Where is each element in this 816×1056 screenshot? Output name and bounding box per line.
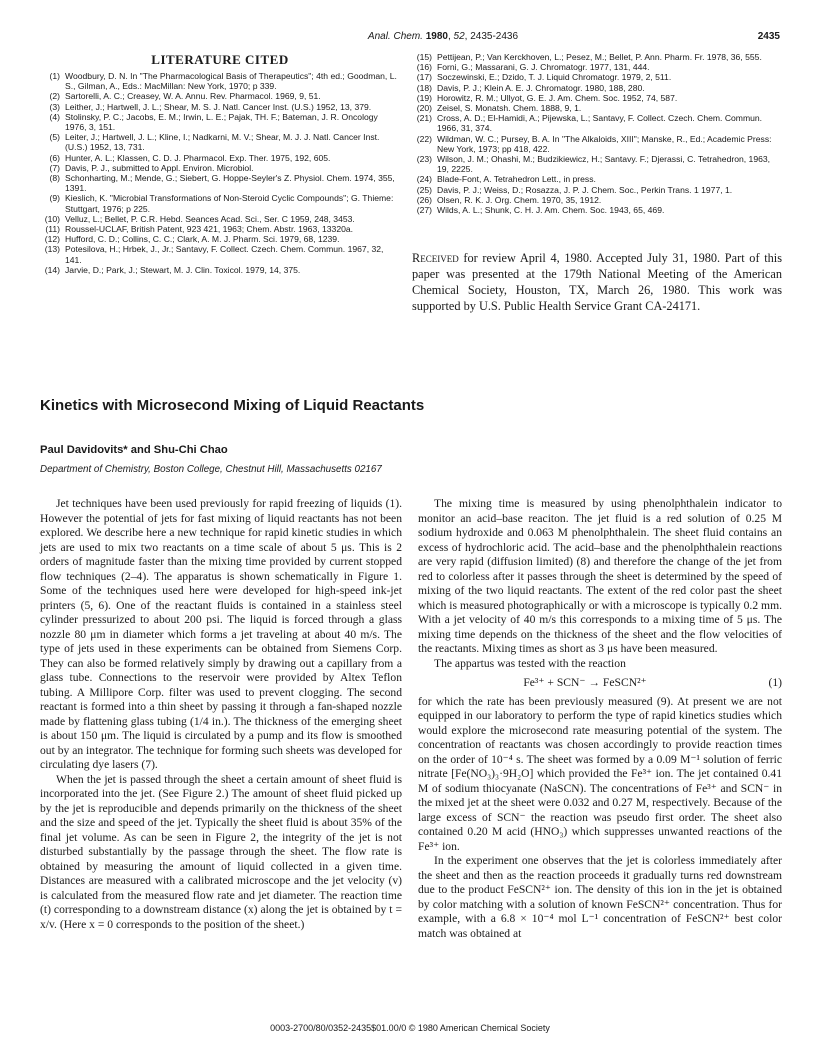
running-head: Anal. Chem. 1980, 52, 2435-2436 <box>367 31 519 42</box>
reference-number: (5) <box>49 132 60 143</box>
reference-text: Davis, P. J.; Weiss, D.; Rosazza, J. P. J. Chem. Soc., Perkin Trans. 1 1977, 1. <box>437 184 733 195</box>
reference-number: (20) <box>416 103 432 114</box>
reference-number: (10) <box>44 213 60 224</box>
reference-number: (2) <box>49 91 60 102</box>
reference-item <box>40 265 398 275</box>
article-title: Kinetics with Microsecond Mixing of Liquid Reactants <box>40 397 425 414</box>
reference-number: (1) <box>49 71 60 81</box>
reference-item <box>40 112 398 132</box>
reference-text: Hunter, A. L.; Klassen, C. D. J. Pharmacol. Exp. Ther. 1975, 192, 605. <box>65 152 331 163</box>
journal-pages: 2435-2436 <box>470 31 519 42</box>
reference-item <box>40 234 398 244</box>
reference-number: (22) <box>416 133 432 144</box>
reference-number: (14) <box>44 264 60 275</box>
reference-text: Velluz, L.; Bellet, P. C.R. Hebd. Seances Acad. Sci., Ser. C 1959, 248, 3453. <box>65 213 355 224</box>
reference-item <box>412 154 782 174</box>
equation-block <box>418 676 782 691</box>
reference-number: (24) <box>416 174 432 185</box>
reference-item <box>412 72 782 82</box>
body-paragraph: When the jet is passed through the sheet a certain amount of sheet fluid is incorporated into the jet. (See Figure 2.) The amount of sheet fluid picked up by the jet is reproducible and depends primarily on the thickness of the sheet and the size and speed of the jet. Typically the sheet fluid is about 35% of the final jet volume. As can be seen in Figure 2, the integrity of the jet is not disturbed substantially by the passage through the sheet. The flow rate is obtained by measuring the amount of liquid collected in a given time. Distances are measured with a calibrated microscope and the jet velocity (v) is calculated from the measured flow rate and jet diameter. The reaction time (t) corresponding to a downstream distance (x) along the jet is obtained by t = x/v. (Here x = 0 corresponds to the position of the sheet.) <box>40 772 402 931</box>
journal-year: 1980 <box>425 31 448 42</box>
reference-item <box>412 205 782 215</box>
reference-number: (27) <box>416 205 432 216</box>
reference-text: Jarvie, D.; Park, J.; Stewart, M. J. Clin. Toxicol. 1979, 14, 375. <box>65 264 301 275</box>
reference-item <box>412 185 782 195</box>
article-affiliation: Department of Chemistry, Boston College, Chestnut Hill, Massachusetts 02167 <box>40 464 382 475</box>
reference-number: (13) <box>44 244 60 255</box>
received-note <box>412 250 782 314</box>
reference-text: Zeisel, S. Monatsh. Chem. 1888, 9, 1. <box>437 103 582 114</box>
equation-number: (1) <box>768 676 782 689</box>
body-paragraph: The mixing time is measured by using phenolphthalein indicator to monitor an acid–base reaciton. The jet fluid is a red solution of 0.25 M sodium hydroxide and 0.063 M phenolphthalein. The sheet fluid contains an excess of hydrochloric acid. The acid–base and the phenolphthalein reactions are very rapid (diffusion limited) (8) and therefore the change of the jet from red to colorless after it passes through the sheet is determined by the speed of mixing of the two liquid reactants. The extent of the red color past the sheet which is measured photographically or with a microscope is typically 0.2 mm. With a jet velocity of 40 m/s this corresponds to a mixing time of 5 μs. The mixing time depends on the thickness of the sheet and the flow velocities of the reactants. Mixing times as short as 3 μs have been measured. <box>418 497 782 655</box>
body-paragraph: for which the rate has been previously measured (9). At present we are not equipped in our laboratory to perform the type of rapid kinetics studies which would explore the microsecond rate measuring potential of the system. The concentration of reactants was chosen accordingly to provide reaction times on the order of 10⁻⁴ s. The sheet was formed by a 0.09 M⁻¹ solution of ferric nitrate [Fe(NO₃)₃·9H₂O] which provided the Fe³⁺ ion. The jet contained 0.41 M of sodium thiocyanate (NaSCN). The concentrations of Fe³⁺ and SCN⁻ in the mixed jet at the sheet were 0.032 and 0.27 M, respectively. Because of the large excess of SCN⁻ the reaction was pseudo first order. The sheet also contained 0.20 M acid (HNO₃) which suppresses unwanted reactions of the Fe³⁺ ion. <box>418 694 782 853</box>
reference-number: (25) <box>416 184 432 195</box>
reference-item <box>412 113 782 133</box>
reference-item <box>412 134 782 154</box>
reference-number: (12) <box>44 234 60 245</box>
reference-number: (18) <box>416 82 432 93</box>
reference-number: (16) <box>416 62 432 73</box>
reference-text: Leither, J.; Hartwell, J. L.; Shear, M. S. J. Natl. Cancer Inst. (U.S.) 1952, 13, 379. <box>65 101 372 112</box>
reference-text: Schonharting, M.; Mende, G.; Siebert, G. Hoppe-Seyler's Z. Physiol. Chem. 1974, 355, 1391. <box>65 173 395 194</box>
reference-item <box>412 52 782 62</box>
reference-text: Stolinsky, P. C.; Jacobs, E. M.; Irwin, L. E.; Pajak, TH. F.; Bateman, J. R. Oncology 1976, 3, 151. <box>65 111 378 133</box>
reference-item <box>412 62 782 72</box>
reference-item <box>412 103 782 113</box>
reference-item <box>40 71 398 91</box>
reference-text: Wilds, A. L.; Shunk, C. H. J. Am. Chem. Soc. 1943, 65, 469. <box>437 205 665 216</box>
reference-text: Woodbury, D. N. In "The Pharmacological Basis of Therapeutics"; 4th ed.; Goodman, L. S., Gilman, A., Eds.: MacMillan: New York, 1970; p 339. <box>65 71 397 92</box>
reference-number: (15) <box>416 52 432 62</box>
reference-text: Wildman, W. C.; Pursey, B. A. In "The Alkaloids, XIII"; Manske, R., Ed.; Academic Press: New York, 1973; pp 418, 422. <box>437 133 772 154</box>
reference-number: (26) <box>416 194 432 205</box>
reference-text: Kieslich, K. "Microbial Transformations of Non-Steroid Cyclic Compounds"; G. Thieme: Stuttgart, 1976; p 225. <box>65 193 394 214</box>
reference-number: (21) <box>416 113 432 124</box>
reference-item <box>412 174 782 184</box>
received-text: for review April 4, 1980. Accepted July 31, 1980. Part of this paper was presented at the 179th National Meeting of the American Chemical Society, Houston, TX, March 26, 1980. This work was supported by U.S. Public Health Service Grant CA-24171. <box>412 251 782 313</box>
reference-item <box>40 214 398 224</box>
reference-text: Soczewinski, E.; Dzido, T. J. Liquid Chromatogr. 1979, 2, 511. <box>437 72 672 83</box>
literature-cited-heading: LITERATURE CITED <box>151 52 289 67</box>
received-label: Received <box>412 251 459 265</box>
reference-list-left <box>40 71 398 275</box>
reference-number: (23) <box>416 154 432 165</box>
journal-name: Anal. Chem. <box>367 31 423 42</box>
body-paragraph: In the experiment one observes that the jet is colorless immediately after the sheet and then as the reaction proceeds it gradually turns red downstream due to the product FeSCN²⁺ ion. The density of this ion in the jet is obtained by color matching with a solution of known FeSCN²⁺ concentration. Thus for example, with a 6.8 × 10⁻⁴ mol L⁻¹ concentration of FeSCN²⁺ best color match was obtained at <box>418 854 782 940</box>
reference-number: (4) <box>49 111 60 122</box>
reference-item <box>40 163 398 173</box>
reference-item <box>412 195 782 205</box>
reference-text: Wilson, J. M.; Ohashi, M.; Budzikiewicz, H.; Santavy. F.; Djerassi, C. Tetrahedron, 1963, 19, 2225. <box>437 154 771 175</box>
reference-number: (11) <box>45 224 60 235</box>
reference-number: (7) <box>49 162 60 173</box>
reference-text: Davis, P. J., submitted to Appl. Environ. Microbiol. <box>65 162 254 173</box>
reference-text: Pettijean, P.; Van Kerckhoven, L.; Pesez, M.; Bellet, P. Ann. Pharm. Fr. 1978, 36, 555. <box>437 52 762 62</box>
equation: Fe³⁺ + SCN⁻ → FeSCN²⁺ <box>523 676 647 689</box>
reference-item <box>40 91 398 101</box>
reference-item <box>412 83 782 93</box>
reference-item <box>40 173 398 193</box>
reference-text: Potesilova, H.; Hrbek, J., Jr.; Santavy, F. Collect. Czech. Chem. Commun. 1967, 32, 141. <box>65 244 384 265</box>
reference-text: Davis, P. J.; Klein A. E. J. Chromatogr. 1980, 188, 280. <box>437 82 645 93</box>
reference-item <box>40 132 398 152</box>
body-paragraph: Jet techniques have been used previously for rapid freezing of liquids (1). However the potential of jets for fast mixing of liquid reactants has not been explored. We describe here a new technique for rapid kinetic studies in which jets are used to mix two reactants on a time scale of about 5 μs. This is 2 orders of magnitude faster than the mixing time provided by current stopped flow techniques (2–4). The apparatus is shown schematically in Figure 1. Some of the techniques used here were developed for high-speed ink-jet printers (5, 6). One of the reactant fluids is contained in a stainless steel cylinder pressurized to about 200 psi. The liquid is forced through a glass nozzle 80 μm in diameter which forms a jet traveling at about 40 m/s. The type of jets used in these experiments can be obtained from Siemens Corp. They can also be formed relatively simply by drawing out a capillary from a glass tube. Connections to the reservoir were provided by Altex Teflon tubing. A Millipore Corp. filter was used to prevent clogging. The second reactant is formed into a thin sheet by passing it through a fan-shaped nozzle made by flattening glass tubing (1/4 in.). The thickness of the emerging sheet is about 150 μm. The liquid is circulated by a pump and its flow is smoothed out by an integrator. The technique for forming such sheets was developed for circulating dye lasers (7). <box>40 497 402 771</box>
reference-text: Olsen, R. K. J. Org. Chem. 1970, 35, 1912. <box>437 194 602 205</box>
reference-text: Sartorelli, A. C.; Creasey, W. A. Annu. Rev. Pharmacol. 1969, 9, 51. <box>65 91 321 102</box>
body-column-right <box>418 497 782 941</box>
right-paragraphs-after-equation <box>418 695 782 942</box>
reference-item <box>40 193 398 213</box>
reference-number: (3) <box>49 101 60 112</box>
reference-item <box>40 244 398 264</box>
reference-item <box>412 93 782 103</box>
reference-text: Cross, A. D.; El-Hamidi, A.; Pijewska, L.; Santavy, F. Collect. Czech. Chem. Commun. 1966, 31, 374. <box>437 113 763 134</box>
reference-text: Hufford, C. D.; Collins, C. C.; Clark, A. M. J. Pharm. Sci. 1979, 68, 1239. <box>65 234 340 245</box>
reference-text: Blade-Font, A. Tetrahedron Lett., in press. <box>437 174 596 185</box>
reference-text: Leiter, J.; Hartwell, J. L.; Kline, I.; Nadkarni, M. V.; Shear, M. J. J. Natl. Cancer Inst. (U.S.) 1952, 13, 731. <box>65 132 380 153</box>
page-number: 2435 <box>757 31 780 42</box>
reference-number: (17) <box>416 72 432 83</box>
reference-item <box>40 153 398 163</box>
right-paragraphs-before-equation <box>418 497 782 671</box>
reference-number: (6) <box>49 152 60 163</box>
reference-item <box>40 224 398 234</box>
article-authors: Paul Davidovits* and Shu-Chi Chao <box>40 444 228 456</box>
reference-text: Forni, G.; Massarani, G. J. Chromatogr. 1977, 131, 444. <box>437 62 650 73</box>
reference-text: Horowitz, R. M.; Ullyot, G. E. J. Am. Chem. Soc. 1952, 74, 587. <box>437 92 678 103</box>
journal-volume: 52 <box>453 31 465 42</box>
reference-text: Roussel-UCLAF, British Patent, 923 421, 1963; Chem. Abstr. 1963, 13320a. <box>65 224 354 235</box>
reference-number: (8) <box>49 173 60 184</box>
reference-number: (9) <box>49 193 60 204</box>
copyright-footer: 0003-2700/80/0352-2435$01.00/0 © 1980 American Chemical Society <box>270 1023 550 1033</box>
body-column-left <box>40 497 402 932</box>
body-paragraph: The appartus was tested with the reaction <box>434 656 626 670</box>
reference-number: (19) <box>416 92 432 103</box>
reference-item <box>40 102 398 112</box>
reference-list-right <box>412 52 782 215</box>
